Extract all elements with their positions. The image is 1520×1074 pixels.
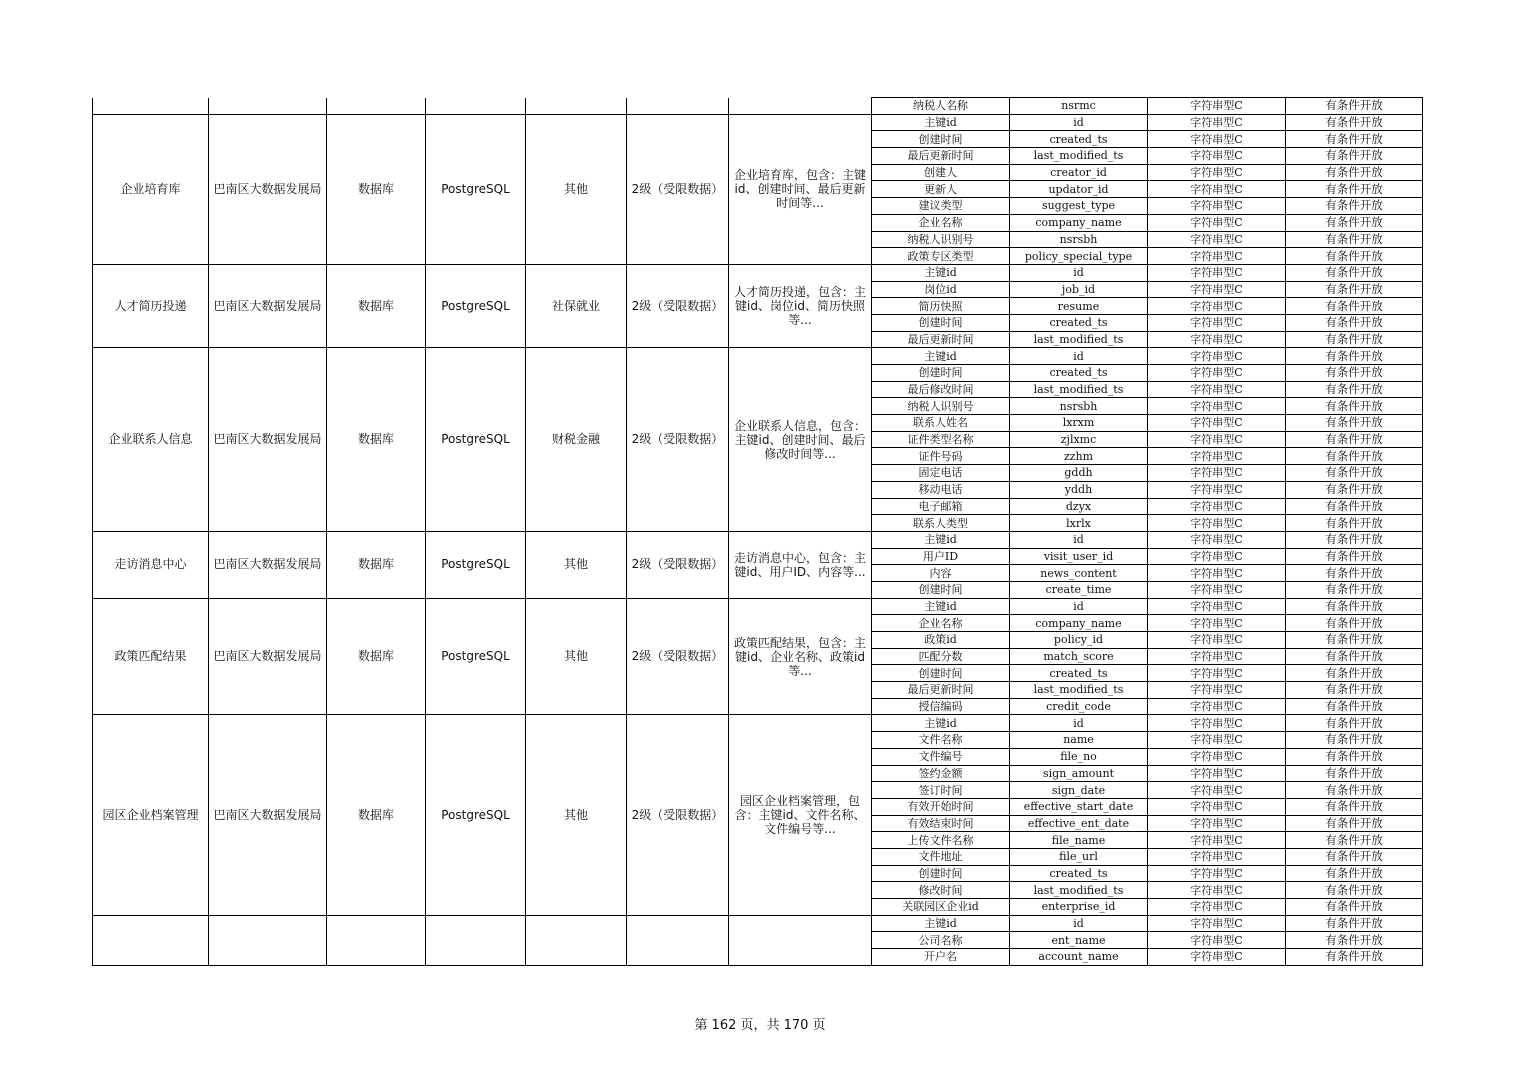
field-type-cell: 字符串型C — [1148, 214, 1286, 231]
open-condition-cell: 有条件开放 — [1286, 548, 1423, 565]
field-name-cell: zzhm — [1010, 448, 1148, 465]
open-condition-cell: 有条件开放 — [1286, 615, 1423, 632]
field-type-cell: 字符串型C — [1148, 798, 1286, 815]
dataset-name-cell — [93, 915, 209, 965]
field-name-cell: match_score — [1010, 648, 1148, 665]
security-level-cell — [627, 915, 729, 965]
field-name-cell: last_modified_ts — [1010, 682, 1148, 699]
field-name-cell: id — [1010, 915, 1148, 932]
dataset-name-cell: 企业培育库 — [93, 114, 209, 264]
field-name-cell: id — [1010, 114, 1148, 131]
open-condition-cell: 有条件开放 — [1286, 682, 1423, 699]
open-condition-cell: 有条件开放 — [1286, 398, 1423, 415]
field-label-cell: 纳税人识别号 — [872, 231, 1010, 248]
field-label-cell: 创建时间 — [872, 365, 1010, 382]
field-name-cell: file_no — [1010, 748, 1148, 765]
field-label-cell: 联系人类型 — [872, 515, 1010, 532]
field-label-cell: 纳税人名称 — [872, 98, 1010, 115]
field-name-cell: name — [1010, 732, 1148, 749]
field-type-cell: 字符串型C — [1148, 581, 1286, 598]
department-cell — [209, 915, 327, 965]
field-label-cell: 企业名称 — [872, 615, 1010, 632]
description-cell: 企业培育库，包含：主键id、创建时间、最后更新时间等... — [729, 114, 872, 264]
field-label-cell: 主键id — [872, 915, 1010, 932]
table-row — [93, 264, 1423, 281]
field-type-cell: 字符串型C — [1148, 398, 1286, 415]
field-name-cell: last_modified_ts — [1010, 381, 1148, 398]
open-condition-cell: 有条件开放 — [1286, 198, 1423, 215]
field-type-cell: 字符串型C — [1148, 632, 1286, 649]
table-row — [93, 348, 1423, 365]
department-cell: 巴南区大数据发展局 — [209, 715, 327, 915]
field-label-cell: 用户ID — [872, 548, 1010, 565]
field-label-cell: 主键id — [872, 715, 1010, 732]
field-type-cell: 字符串型C — [1148, 882, 1286, 899]
field-label-cell: 主键id — [872, 264, 1010, 281]
field-label-cell: 创建时间 — [872, 665, 1010, 682]
open-condition-cell: 有条件开放 — [1286, 665, 1423, 682]
field-label-cell: 岗位id — [872, 281, 1010, 298]
open-condition-cell: 有条件开放 — [1286, 448, 1423, 465]
field-type-cell: 字符串型C — [1148, 164, 1286, 181]
field-type-cell: 字符串型C — [1148, 415, 1286, 432]
open-condition-cell: 有条件开放 — [1286, 181, 1423, 198]
dataset-name-cell — [93, 98, 209, 115]
field-label-cell: 有效开始时间 — [872, 798, 1010, 815]
field-type-cell: 字符串型C — [1148, 281, 1286, 298]
field-name-cell: created_ts — [1010, 314, 1148, 331]
field-type-cell: 字符串型C — [1148, 248, 1286, 265]
resource-type-cell: 数据库 — [327, 715, 426, 915]
field-label-cell: 联系人姓名 — [872, 415, 1010, 432]
field-name-cell: id — [1010, 264, 1148, 281]
open-condition-cell: 有条件开放 — [1286, 698, 1423, 715]
field-type-cell: 字符串型C — [1148, 732, 1286, 749]
field-label-cell: 有效结束时间 — [872, 815, 1010, 832]
field-name-cell: suggest_type — [1010, 198, 1148, 215]
security-level-cell: 2级（受限数据） — [627, 114, 729, 264]
open-condition-cell: 有条件开放 — [1286, 248, 1423, 265]
field-label-cell: 关联园区企业id — [872, 899, 1010, 916]
table-row — [93, 915, 1423, 932]
table-row — [93, 531, 1423, 548]
field-type-cell: 字符串型C — [1148, 148, 1286, 165]
department-cell: 巴南区大数据发展局 — [209, 348, 327, 532]
field-name-cell: last_modified_ts — [1010, 331, 1148, 348]
open-condition-cell: 有条件开放 — [1286, 798, 1423, 815]
field-name-cell: account_name — [1010, 949, 1148, 966]
field-label-cell: 创建时间 — [872, 314, 1010, 331]
category-cell: 财税金融 — [526, 348, 627, 532]
category-cell: 其他 — [526, 598, 627, 715]
field-name-cell: file_name — [1010, 832, 1148, 849]
field-label-cell: 纳税人识别号 — [872, 398, 1010, 415]
field-type-cell: 字符串型C — [1148, 515, 1286, 532]
field-label-cell: 最后更新时间 — [872, 682, 1010, 699]
open-condition-cell: 有条件开放 — [1286, 348, 1423, 365]
field-type-cell: 字符串型C — [1148, 765, 1286, 782]
field-name-cell: lxrlx — [1010, 515, 1148, 532]
open-condition-cell: 有条件开放 — [1286, 314, 1423, 331]
resource-type-cell: 数据库 — [327, 264, 426, 347]
open-condition-cell: 有条件开放 — [1286, 465, 1423, 482]
open-condition-cell: 有条件开放 — [1286, 498, 1423, 515]
field-type-cell: 字符串型C — [1148, 131, 1286, 148]
department-cell: 巴南区大数据发展局 — [209, 114, 327, 264]
security-level-cell: 2级（受限数据） — [627, 348, 729, 532]
field-type-cell: 字符串型C — [1148, 815, 1286, 832]
open-condition-cell: 有条件开放 — [1286, 932, 1423, 949]
field-label-cell: 政策专区类型 — [872, 248, 1010, 265]
open-condition-cell: 有条件开放 — [1286, 531, 1423, 548]
field-type-cell: 字符串型C — [1148, 298, 1286, 315]
table-row — [93, 114, 1423, 131]
field-type-cell: 字符串型C — [1148, 598, 1286, 615]
description-cell: 政策匹配结果，包含：主键id、企业名称、政策id等... — [729, 598, 872, 715]
description-cell: 人才简历投递，包含：主键id、岗位id、简历快照等... — [729, 264, 872, 347]
field-type-cell: 字符串型C — [1148, 181, 1286, 198]
open-condition-cell: 有条件开放 — [1286, 865, 1423, 882]
open-condition-cell: 有条件开放 — [1286, 598, 1423, 615]
database-cell: PostgreSQL — [426, 348, 526, 532]
field-label-cell: 企业名称 — [872, 214, 1010, 231]
field-name-cell: policy_id — [1010, 632, 1148, 649]
field-label-cell: 创建人 — [872, 164, 1010, 181]
field-name-cell: credit_code — [1010, 698, 1148, 715]
resource-type-cell — [327, 915, 426, 965]
open-condition-cell: 有条件开放 — [1286, 565, 1423, 582]
open-condition-cell: 有条件开放 — [1286, 632, 1423, 649]
field-label-cell: 主键id — [872, 598, 1010, 615]
field-type-cell: 字符串型C — [1148, 531, 1286, 548]
field-label-cell: 公司名称 — [872, 932, 1010, 949]
field-type-cell: 字符串型C — [1148, 648, 1286, 665]
open-condition-cell: 有条件开放 — [1286, 148, 1423, 165]
open-condition-cell: 有条件开放 — [1286, 732, 1423, 749]
open-condition-cell: 有条件开放 — [1286, 415, 1423, 432]
open-condition-cell: 有条件开放 — [1286, 131, 1423, 148]
field-type-cell: 字符串型C — [1148, 114, 1286, 131]
field-label-cell: 签订时间 — [872, 782, 1010, 799]
field-type-cell: 字符串型C — [1148, 198, 1286, 215]
field-type-cell: 字符串型C — [1148, 915, 1286, 932]
field-label-cell: 创建时间 — [872, 581, 1010, 598]
open-condition-cell: 有条件开放 — [1286, 281, 1423, 298]
field-label-cell: 创建时间 — [872, 131, 1010, 148]
database-cell — [426, 98, 526, 115]
field-label-cell: 主键id — [872, 348, 1010, 365]
field-name-cell: updator_id — [1010, 181, 1148, 198]
field-name-cell: file_url — [1010, 848, 1148, 865]
field-name-cell: last_modified_ts — [1010, 148, 1148, 165]
field-name-cell: created_ts — [1010, 865, 1148, 882]
page-number: 第 162 页，共 170 页 — [694, 1018, 826, 1033]
department-cell: 巴南区大数据发展局 — [209, 264, 327, 347]
field-name-cell: created_ts — [1010, 365, 1148, 382]
field-type-cell: 字符串型C — [1148, 748, 1286, 765]
field-type-cell: 字符串型C — [1148, 431, 1286, 448]
dataset-name-cell: 园区企业档案管理 — [93, 715, 209, 915]
department-cell: 巴南区大数据发展局 — [209, 531, 327, 598]
field-label-cell: 文件地址 — [872, 848, 1010, 865]
field-name-cell: visit_user_id — [1010, 548, 1148, 565]
field-name-cell: gddh — [1010, 465, 1148, 482]
description-cell: 走访消息中心，包含：主键id、用户ID、内容等... — [729, 531, 872, 598]
category-cell: 其他 — [526, 531, 627, 598]
field-name-cell: effective_ent_date — [1010, 815, 1148, 832]
open-condition-cell: 有条件开放 — [1286, 748, 1423, 765]
field-label-cell: 证件类型名称 — [872, 431, 1010, 448]
field-type-cell: 字符串型C — [1148, 264, 1286, 281]
field-name-cell: dzyx — [1010, 498, 1148, 515]
field-name-cell: resume — [1010, 298, 1148, 315]
open-condition-cell: 有条件开放 — [1286, 581, 1423, 598]
field-label-cell: 简历快照 — [872, 298, 1010, 315]
table-row — [93, 98, 1423, 115]
database-cell — [426, 915, 526, 965]
field-type-cell: 字符串型C — [1148, 365, 1286, 382]
dataset-name-cell: 企业联系人信息 — [93, 348, 209, 532]
field-name-cell: id — [1010, 348, 1148, 365]
category-cell: 其他 — [526, 114, 627, 264]
field-type-cell: 字符串型C — [1148, 481, 1286, 498]
field-type-cell: 字符串型C — [1148, 231, 1286, 248]
description-cell — [729, 98, 872, 115]
open-condition-cell: 有条件开放 — [1286, 515, 1423, 532]
security-level-cell: 2级（受限数据） — [627, 715, 729, 915]
field-name-cell: nsrsbh — [1010, 398, 1148, 415]
field-label-cell: 匹配分数 — [872, 648, 1010, 665]
field-label-cell: 授信编码 — [872, 698, 1010, 715]
field-type-cell: 字符串型C — [1148, 331, 1286, 348]
database-cell: PostgreSQL — [426, 114, 526, 264]
dataset-name-cell: 人才简历投递 — [93, 264, 209, 347]
field-name-cell: ent_name — [1010, 932, 1148, 949]
field-name-cell: nsrsbh — [1010, 231, 1148, 248]
description-cell: 企业联系人信息，包含：主键id、创建时间、最后修改时间等... — [729, 348, 872, 532]
field-name-cell: id — [1010, 715, 1148, 732]
field-label-cell: 主键id — [872, 114, 1010, 131]
open-condition-cell: 有条件开放 — [1286, 164, 1423, 181]
field-label-cell: 主键id — [872, 531, 1010, 548]
field-type-cell: 字符串型C — [1148, 848, 1286, 865]
field-name-cell: last_modified_ts — [1010, 882, 1148, 899]
field-name-cell: job_id — [1010, 281, 1148, 298]
category-cell — [526, 98, 627, 115]
field-name-cell: yddh — [1010, 481, 1148, 498]
description-cell — [729, 915, 872, 965]
category-cell — [526, 915, 627, 965]
security-level-cell: 2级（受限数据） — [627, 531, 729, 598]
field-name-cell: created_ts — [1010, 665, 1148, 682]
resource-type-cell: 数据库 — [327, 598, 426, 715]
field-label-cell: 修改时间 — [872, 882, 1010, 899]
field-type-cell: 字符串型C — [1148, 665, 1286, 682]
field-type-cell: 字符串型C — [1148, 949, 1286, 966]
field-label-cell: 上传文件名称 — [872, 832, 1010, 849]
open-condition-cell: 有条件开放 — [1286, 765, 1423, 782]
open-condition-cell: 有条件开放 — [1286, 231, 1423, 248]
field-name-cell: zjlxmc — [1010, 431, 1148, 448]
field-type-cell: 字符串型C — [1148, 682, 1286, 699]
field-label-cell: 签约金额 — [872, 765, 1010, 782]
table-row — [93, 598, 1423, 615]
field-type-cell: 字符串型C — [1148, 615, 1286, 632]
field-label-cell: 文件名称 — [872, 732, 1010, 749]
open-condition-cell: 有条件开放 — [1286, 365, 1423, 382]
open-condition-cell: 有条件开放 — [1286, 298, 1423, 315]
field-name-cell: id — [1010, 531, 1148, 548]
open-condition-cell: 有条件开放 — [1286, 782, 1423, 799]
field-label-cell: 最后更新时间 — [872, 331, 1010, 348]
open-condition-cell: 有条件开放 — [1286, 264, 1423, 281]
field-name-cell: creator_id — [1010, 164, 1148, 181]
field-label-cell: 移动电话 — [872, 481, 1010, 498]
open-condition-cell: 有条件开放 — [1286, 848, 1423, 865]
resource-type-cell: 数据库 — [327, 348, 426, 532]
table-row — [93, 715, 1423, 732]
open-condition-cell: 有条件开放 — [1286, 481, 1423, 498]
open-condition-cell: 有条件开放 — [1286, 915, 1423, 932]
field-name-cell: sign_date — [1010, 782, 1148, 799]
resource-type-cell: 数据库 — [327, 531, 426, 598]
field-label-cell: 证件号码 — [872, 448, 1010, 465]
field-name-cell: company_name — [1010, 214, 1148, 231]
database-cell: PostgreSQL — [426, 598, 526, 715]
field-label-cell: 固定电话 — [872, 465, 1010, 482]
field-type-cell: 字符串型C — [1148, 498, 1286, 515]
field-label-cell: 文件编号 — [872, 748, 1010, 765]
database-cell: PostgreSQL — [426, 264, 526, 347]
resource-type-cell — [327, 98, 426, 115]
open-condition-cell: 有条件开放 — [1286, 648, 1423, 665]
field-name-cell: policy_special_type — [1010, 248, 1148, 265]
field-label-cell: 最后更新时间 — [872, 148, 1010, 165]
open-condition-cell: 有条件开放 — [1286, 949, 1423, 966]
field-name-cell: id — [1010, 598, 1148, 615]
field-type-cell: 字符串型C — [1148, 448, 1286, 465]
field-name-cell: nsrmc — [1010, 98, 1148, 115]
field-label-cell: 内容 — [872, 565, 1010, 582]
dataset-name-cell: 走访消息中心 — [93, 531, 209, 598]
field-type-cell: 字符串型C — [1148, 698, 1286, 715]
field-label-cell: 最后修改时间 — [872, 381, 1010, 398]
department-cell: 巴南区大数据发展局 — [209, 598, 327, 715]
field-type-cell: 字符串型C — [1148, 465, 1286, 482]
field-type-cell: 字符串型C — [1148, 932, 1286, 949]
database-cell: PostgreSQL — [426, 531, 526, 598]
category-cell: 其他 — [526, 715, 627, 915]
field-name-cell: news_content — [1010, 565, 1148, 582]
security-level-cell: 2级（受限数据） — [627, 598, 729, 715]
field-label-cell: 建议类型 — [872, 198, 1010, 215]
open-condition-cell: 有条件开放 — [1286, 899, 1423, 916]
field-type-cell: 字符串型C — [1148, 899, 1286, 916]
open-condition-cell: 有条件开放 — [1286, 114, 1423, 131]
open-condition-cell: 有条件开放 — [1286, 331, 1423, 348]
field-type-cell: 字符串型C — [1148, 548, 1286, 565]
field-type-cell: 字符串型C — [1148, 782, 1286, 799]
security-level-cell: 2级（受限数据） — [627, 264, 729, 347]
field-type-cell: 字符串型C — [1148, 381, 1286, 398]
open-condition-cell: 有条件开放 — [1286, 214, 1423, 231]
open-condition-cell: 有条件开放 — [1286, 98, 1423, 115]
field-name-cell: effective_start_date — [1010, 798, 1148, 815]
open-condition-cell: 有条件开放 — [1286, 832, 1423, 849]
open-condition-cell: 有条件开放 — [1286, 431, 1423, 448]
field-type-cell: 字符串型C — [1148, 98, 1286, 115]
field-label-cell: 开户名 — [872, 949, 1010, 966]
field-type-cell: 字符串型C — [1148, 348, 1286, 365]
resource-type-cell: 数据库 — [327, 114, 426, 264]
data-catalog-table — [92, 97, 1423, 966]
security-level-cell — [627, 98, 729, 115]
field-label-cell: 电子邮箱 — [872, 498, 1010, 515]
open-condition-cell: 有条件开放 — [1286, 882, 1423, 899]
description-cell: 园区企业档案管理，包含：主键id、文件名称、文件编号等... — [729, 715, 872, 915]
field-label-cell: 政策id — [872, 632, 1010, 649]
field-type-cell: 字符串型C — [1148, 314, 1286, 331]
field-name-cell: sign_amount — [1010, 765, 1148, 782]
field-name-cell: company_name — [1010, 615, 1148, 632]
field-name-cell: enterprise_id — [1010, 899, 1148, 916]
field-type-cell: 字符串型C — [1148, 832, 1286, 849]
category-cell: 社保就业 — [526, 264, 627, 347]
open-condition-cell: 有条件开放 — [1286, 381, 1423, 398]
field-name-cell: created_ts — [1010, 131, 1148, 148]
dataset-name-cell: 政策匹配结果 — [93, 598, 209, 715]
field-type-cell: 字符串型C — [1148, 715, 1286, 732]
open-condition-cell: 有条件开放 — [1286, 815, 1423, 832]
field-type-cell: 字符串型C — [1148, 565, 1286, 582]
field-name-cell: lxrxm — [1010, 415, 1148, 432]
department-cell — [209, 98, 327, 115]
field-name-cell: create_time — [1010, 581, 1148, 598]
field-label-cell: 创建时间 — [872, 865, 1010, 882]
field-label-cell: 更新人 — [872, 181, 1010, 198]
database-cell: PostgreSQL — [426, 715, 526, 915]
open-condition-cell: 有条件开放 — [1286, 715, 1423, 732]
field-type-cell: 字符串型C — [1148, 865, 1286, 882]
